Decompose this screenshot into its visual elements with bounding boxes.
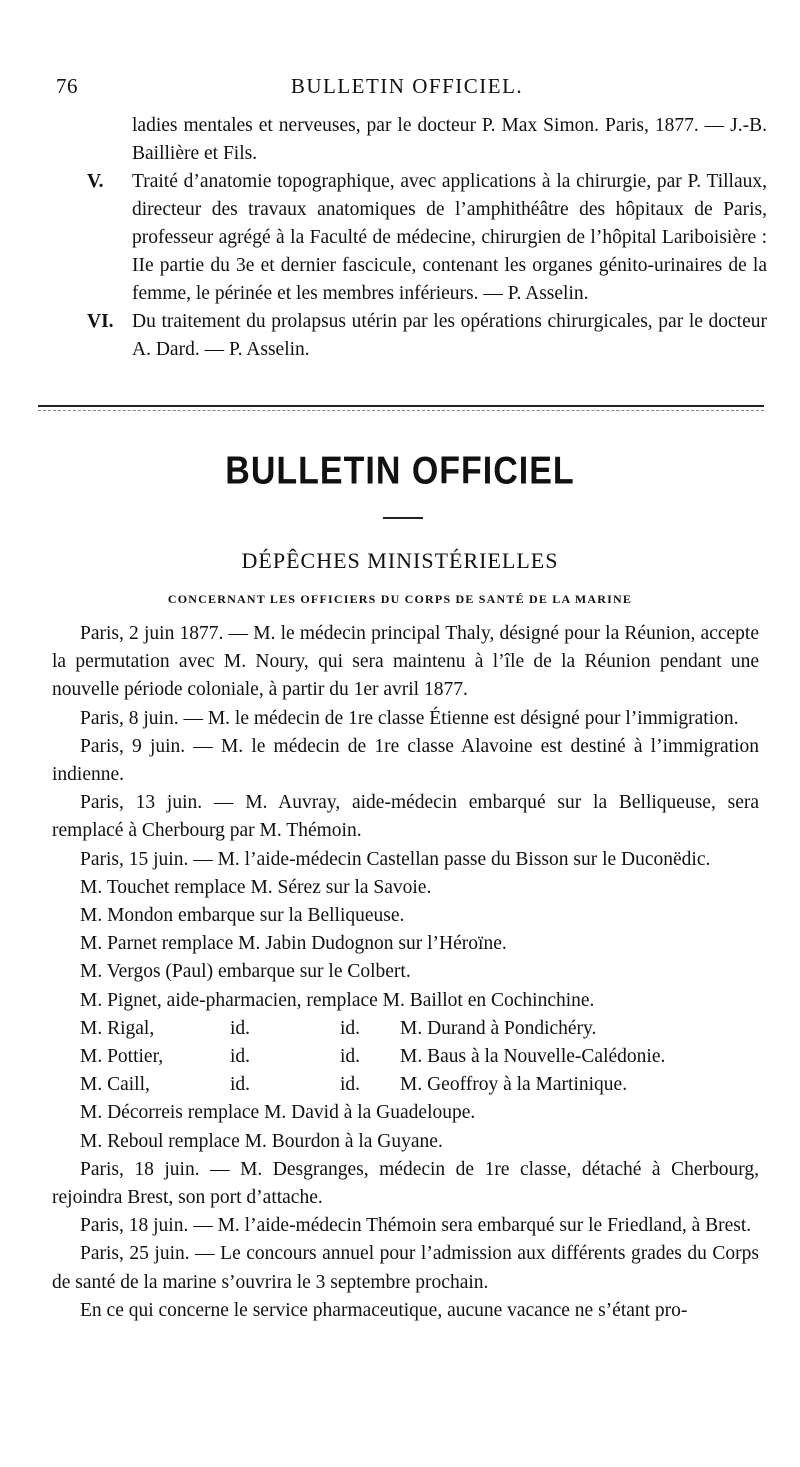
- section-divider-secondary: [38, 410, 764, 411]
- bibliography-entry: [87, 308, 767, 364]
- table-cell-ditto: id.: [340, 1017, 361, 1039]
- table-cell-assignment: M. Durand à Pondichéry.: [400, 1017, 597, 1039]
- entry-number: VI.: [87, 311, 114, 332]
- entry-text: Traité d’anatomie topographique, avec applications à la chirurgie, par P. Tillaux, directeur des travaux anatomiques de l’amphithéâtre des hôpitaux de Paris, professeur agrégé à la Faculté de médecine, chirurgien de l’hôpital Lariboisière : IIe partie du 3e et dernier fascicule, contenant les organes génito-urinaires de la femme, le périnée et les membres inférieurs. — P. Asselin.: [132, 171, 767, 304]
- section-title: BULLETIN OFFICIEL: [225, 449, 575, 493]
- table-row: [52, 1071, 759, 1099]
- table-cell-name: M. Pottier,: [80, 1046, 164, 1068]
- running-head: [56, 74, 758, 104]
- table-cell-assignment: M. Baus à la Nouvelle-Calédonie.: [400, 1046, 666, 1068]
- table-row: [52, 1015, 759, 1043]
- section-subtitle: DÉPÊCHES MINISTÉRIELLES: [241, 548, 559, 573]
- table-cell-ditto: id.: [340, 1074, 361, 1096]
- dispatch-paragraph: M. Touchet remplace M. Sérez sur la Savoie.: [80, 876, 432, 898]
- table-cell-ditto: id.: [230, 1074, 251, 1096]
- table-cell-name: M. Caill,: [80, 1074, 150, 1096]
- dispatch-paragraph: M. Vergos (Paul) embarque sur le Colbert.: [80, 961, 411, 983]
- dispatch-paragraph: Paris, 18 juin. — M. l’aide-médecin Thémoin sera embarqué sur le Friedland, à Brest.: [80, 1215, 752, 1237]
- table-cell-name: M. Rigal,: [80, 1017, 155, 1039]
- dispatch-paragraph: M. Reboul remplace M. Bourdon à la Guyane.: [80, 1130, 443, 1152]
- entry-number: V.: [87, 171, 104, 192]
- page-number: 76: [56, 74, 78, 98]
- entry-text: ladies mentales et nerveuses, par le docteur P. Max Simon. Paris, 1877. — J.-B. Baillière et Fils.: [132, 115, 767, 164]
- dispatch-paragraph: En ce qui concerne le service pharmaceutique, aucune vacance ne s’étant pro-: [80, 1299, 688, 1321]
- bibliography-entry: [87, 112, 767, 168]
- bibliography-entry: [87, 168, 767, 308]
- entry-text: Du traitement du prolapsus utérin par les opérations chirurgicales, par le docteur A. Dard. — P. Asselin.: [132, 311, 767, 360]
- dispatch-paragraph: M. Parnet remplace M. Jabin Dudognon sur l’Héroïne.: [80, 933, 507, 955]
- dispatch-paragraph: Paris, 25 juin. — Le concours annuel pour l’admission aux différents grades du Corps de santé de la marine s’ouvrira le 3 septembre prochain.: [52, 1243, 759, 1293]
- table-cell-ditto: id.: [340, 1046, 361, 1068]
- section-subsubtitle: CONCERNANT LES OFFICIERS DU CORPS DE SANTÉ DE LA MARINE: [167, 592, 633, 606]
- dispatch-paragraph: M. Mondon embarque sur la Belliqueuse.: [80, 905, 405, 927]
- dispatch-paragraph: M. Pignet, aide-pharmacien, remplace M. Baillot en Cochinchine.: [80, 989, 595, 1011]
- dispatch-paragraph: Paris, 2 juin 1877. — M. le médecin principal Thaly, désigné pour la Réunion, accepte la permutation avec M. Noury, qui sera maintenu à l’île de la Réunion pendant une nouvelle période coloniale, à partir du 1er avril 1877.: [52, 623, 759, 701]
- dispatches-body: [52, 620, 759, 1325]
- dispatch-paragraph: Paris, 9 juin. — M. le médecin de 1re classe Alavoine est destiné à l’immigration indienne.: [52, 735, 759, 786]
- section-divider: [38, 405, 764, 407]
- dispatch-paragraph: Paris, 18 juin. — M. Desgranges, médecin de 1re classe, détaché à Cherbourg, rejoindra Brest, son port d’attache.: [52, 1158, 759, 1209]
- dispatch-paragraph: Paris, 13 juin. — M. Auvray, aide-médecin embarqué sur la Belliqueuse, sera remplacé à Cherbourg par M. Thémoin.: [52, 792, 759, 842]
- dispatch-paragraph: M. Décorreis remplace M. David à la Guadeloupe.: [80, 1102, 476, 1124]
- dispatch-paragraph: Paris, 15 juin. — M. l’aide-médecin Castellan passe du Bisson sur le Duconëdic.: [80, 848, 711, 870]
- title-rule: [383, 517, 423, 519]
- table-cell-ditto: id.: [230, 1046, 251, 1068]
- dispatch-paragraph: Paris, 8 juin. — M. le médecin de 1re classe Étienne est désigné pour l’immigration.: [80, 707, 739, 729]
- table-cell-assignment: M. Geoffroy à la Martinique.: [400, 1074, 628, 1096]
- table-row: [52, 1043, 759, 1071]
- table-cell-ditto: id.: [230, 1017, 251, 1039]
- running-title: BULLETIN OFFICIEL.: [290, 74, 524, 98]
- assignments-table: [52, 1015, 759, 1100]
- bibliography-list: [87, 112, 767, 364]
